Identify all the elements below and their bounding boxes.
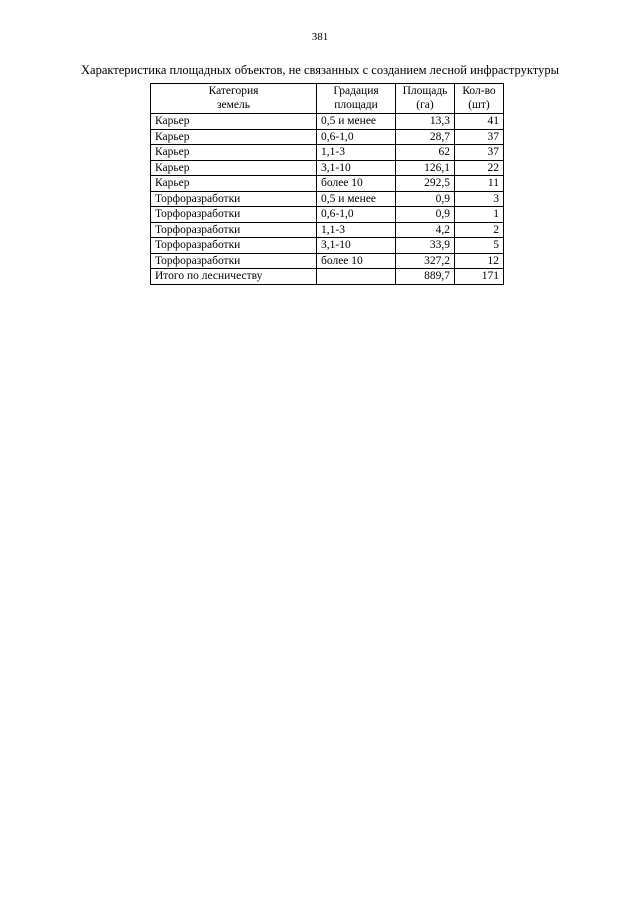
cell-area: 327,2 bbox=[396, 253, 455, 269]
total-gradation bbox=[317, 269, 396, 285]
header-area bbox=[396, 84, 455, 114]
header-category-line2: земель bbox=[216, 98, 250, 111]
cell-count: 37 bbox=[455, 145, 504, 161]
land-objects-table bbox=[150, 83, 504, 285]
table-row bbox=[151, 176, 504, 192]
cell-gradation: 0,6-1,0 bbox=[317, 129, 396, 145]
table-row bbox=[151, 253, 504, 269]
total-label: Итого по лесничеству bbox=[151, 269, 317, 285]
header-gradation-line1: Градация bbox=[333, 85, 379, 97]
cell-area: 13,3 bbox=[396, 114, 455, 130]
header-count-line1: Кол-во bbox=[462, 85, 496, 97]
page-number: 381 bbox=[311, 31, 329, 43]
cell-count: 5 bbox=[455, 238, 504, 254]
cell-category: Торфоразработки bbox=[151, 238, 317, 254]
table-row bbox=[151, 129, 504, 145]
table-row bbox=[151, 114, 504, 130]
total-row bbox=[151, 269, 504, 285]
cell-count: 22 bbox=[455, 160, 504, 176]
cell-category: Карьер bbox=[151, 129, 317, 145]
cell-area: 0,9 bbox=[396, 207, 455, 223]
cell-area: 28,7 bbox=[396, 129, 455, 145]
cell-gradation: 1,1-3 bbox=[317, 145, 396, 161]
cell-area: 0,9 bbox=[396, 191, 455, 207]
cell-area: 4,2 bbox=[396, 222, 455, 238]
cell-gradation: 1,1-3 bbox=[317, 222, 396, 238]
header-area-line1: Площадь bbox=[402, 85, 448, 97]
cell-gradation: 3,1-10 bbox=[317, 238, 396, 254]
cell-category: Торфоразработки bbox=[151, 207, 317, 223]
cell-count: 2 bbox=[455, 222, 504, 238]
cell-count: 37 bbox=[455, 129, 504, 145]
header-category bbox=[151, 84, 317, 114]
total-area: 889,7 bbox=[396, 269, 455, 285]
cell-count: 3 bbox=[455, 191, 504, 207]
cell-gradation: 3,1-10 bbox=[317, 160, 396, 176]
header-area-line2: (га) bbox=[416, 98, 434, 111]
header-gradation bbox=[317, 84, 396, 114]
header-gradation-line2: площади bbox=[334, 98, 378, 111]
cell-category: Карьер bbox=[151, 160, 317, 176]
cell-area: 33,9 bbox=[396, 238, 455, 254]
cell-area: 292,5 bbox=[396, 176, 455, 192]
table-row bbox=[151, 160, 504, 176]
cell-count: 12 bbox=[455, 253, 504, 269]
cell-category: Карьер bbox=[151, 145, 317, 161]
cell-category: Карьер bbox=[151, 114, 317, 130]
table-row bbox=[151, 222, 504, 238]
header-count-line2: (шт) bbox=[468, 98, 490, 111]
cell-gradation: 0,5 и менее bbox=[317, 191, 396, 207]
table-row bbox=[151, 238, 504, 254]
table-row bbox=[151, 145, 504, 161]
cell-category: Торфоразработки bbox=[151, 191, 317, 207]
cell-area: 62 bbox=[396, 145, 455, 161]
cell-gradation: 0,5 и менее bbox=[317, 114, 396, 130]
cell-gradation: более 10 bbox=[317, 253, 396, 269]
cell-count: 11 bbox=[455, 176, 504, 192]
cell-gradation: 0,6-1,0 bbox=[317, 207, 396, 223]
total-count: 171 bbox=[455, 269, 504, 285]
table-caption: Характеристика площадных объектов, не связанных с созданием лесной инфраструктуры bbox=[81, 63, 559, 77]
cell-area: 126,1 bbox=[396, 160, 455, 176]
header-category-line1: Категория bbox=[208, 85, 259, 97]
table-header bbox=[151, 84, 504, 114]
header-count bbox=[455, 84, 504, 114]
cell-category: Торфоразработки bbox=[151, 222, 317, 238]
cell-count: 41 bbox=[455, 114, 504, 130]
table-row bbox=[151, 191, 504, 207]
header-row bbox=[151, 84, 504, 114]
cell-gradation: более 10 bbox=[317, 176, 396, 192]
cell-category: Торфоразработки bbox=[151, 253, 317, 269]
cell-count: 1 bbox=[455, 207, 504, 223]
cell-category: Карьер bbox=[151, 176, 317, 192]
table-row bbox=[151, 207, 504, 223]
table-body bbox=[151, 114, 504, 285]
